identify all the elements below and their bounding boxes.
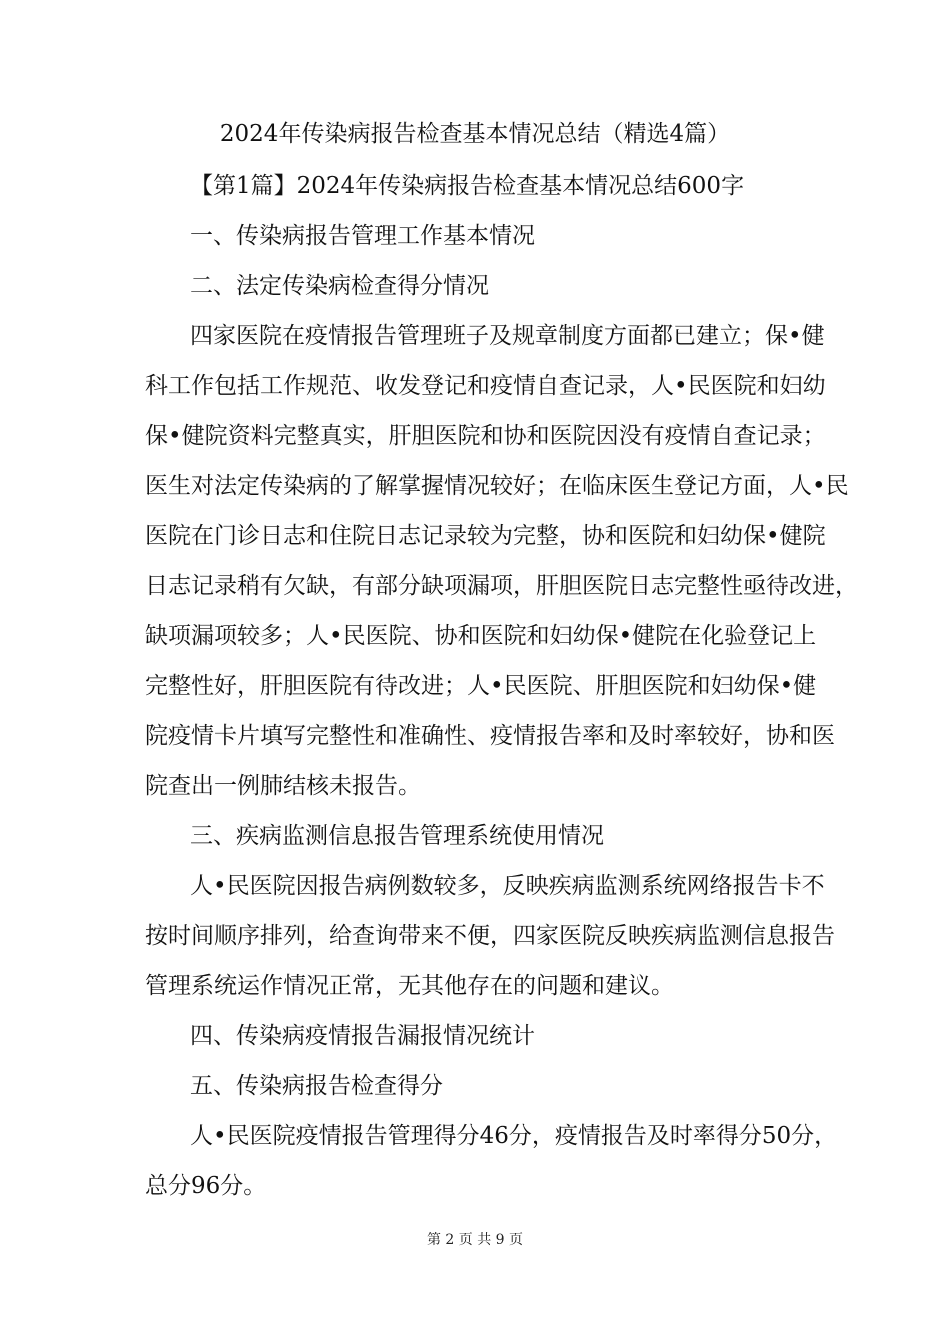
- paragraph-1-line: 院查出一例肺结核未报告。: [145, 773, 421, 799]
- paragraph-1-line: 完整性好，肝胆医院有待改进；人•民医院、肝胆医院和妇幼保•健: [145, 673, 817, 699]
- article-heading: 【第1篇】2024年传染病报告检查基本情况总结600字: [190, 173, 745, 199]
- paragraph-2-line: 管理系统运作情况正常，无其他存在的问题和建议。: [145, 973, 674, 999]
- paragraph-3-line: 人•民医院疫情报告管理得分46分，疫情报告及时率得分50分，: [190, 1123, 838, 1149]
- paragraph-1-line: 四家医院在疫情报告管理班子及规章制度方面都已建立；保•健: [190, 323, 825, 349]
- paragraph-1-line: 保•健院资料完整真实，肝胆医院和协和医院因没有疫情自查记录；: [145, 423, 826, 449]
- paragraph-2-line: 按时间顺序排列，给查询带来不便，四家医院反映疾病监测信息报告: [145, 923, 835, 949]
- paragraph-1-line: 日志记录稍有欠缺，有部分缺项漏项，肝胆医院日志完整性亟待改进，: [145, 573, 858, 599]
- paragraph-1-line: 院疫情卡片填写完整性和准确性、疫情报告率和及时率较好，协和医: [145, 723, 835, 749]
- paragraph-2-line: 人•民医院因报告病例数较多，反映疾病监测系统网络报告卡不: [190, 873, 825, 899]
- section-heading-4: 四、传染病疫情报告漏报情况统计: [190, 1023, 535, 1049]
- page-number-footer: 第 2 页 共 9 页: [426, 1232, 524, 1248]
- paragraph-3-line: 总分96分。: [145, 1173, 267, 1199]
- document-title: 2024年传染病报告检查基本情况总结（精选4篇）: [219, 121, 731, 147]
- section-heading-1: 一、传染病报告管理工作基本情况: [190, 223, 535, 249]
- paragraph-1-line: 缺项漏项较多；人•民医院、协和医院和妇幼保•健院在化验登记上: [145, 623, 817, 649]
- paragraph-1-line: 医院在门诊日志和住院日志记录较为完整，协和医院和妇幼保•健院: [145, 523, 826, 549]
- paragraph-1-line: 医生对法定传染病的了解掌握情况较好；在临床医生登记方面，人•民: [145, 473, 849, 499]
- section-heading-3: 三、疾病监测信息报告管理系统使用情况: [190, 823, 604, 849]
- section-heading-2: 二、法定传染病检查得分情况: [190, 273, 489, 299]
- paragraph-1-line: 科工作包括工作规范、收发登记和疫情自查记录，人•民医院和妇幼: [145, 373, 826, 399]
- section-heading-5: 五、传染病报告检查得分: [190, 1073, 443, 1099]
